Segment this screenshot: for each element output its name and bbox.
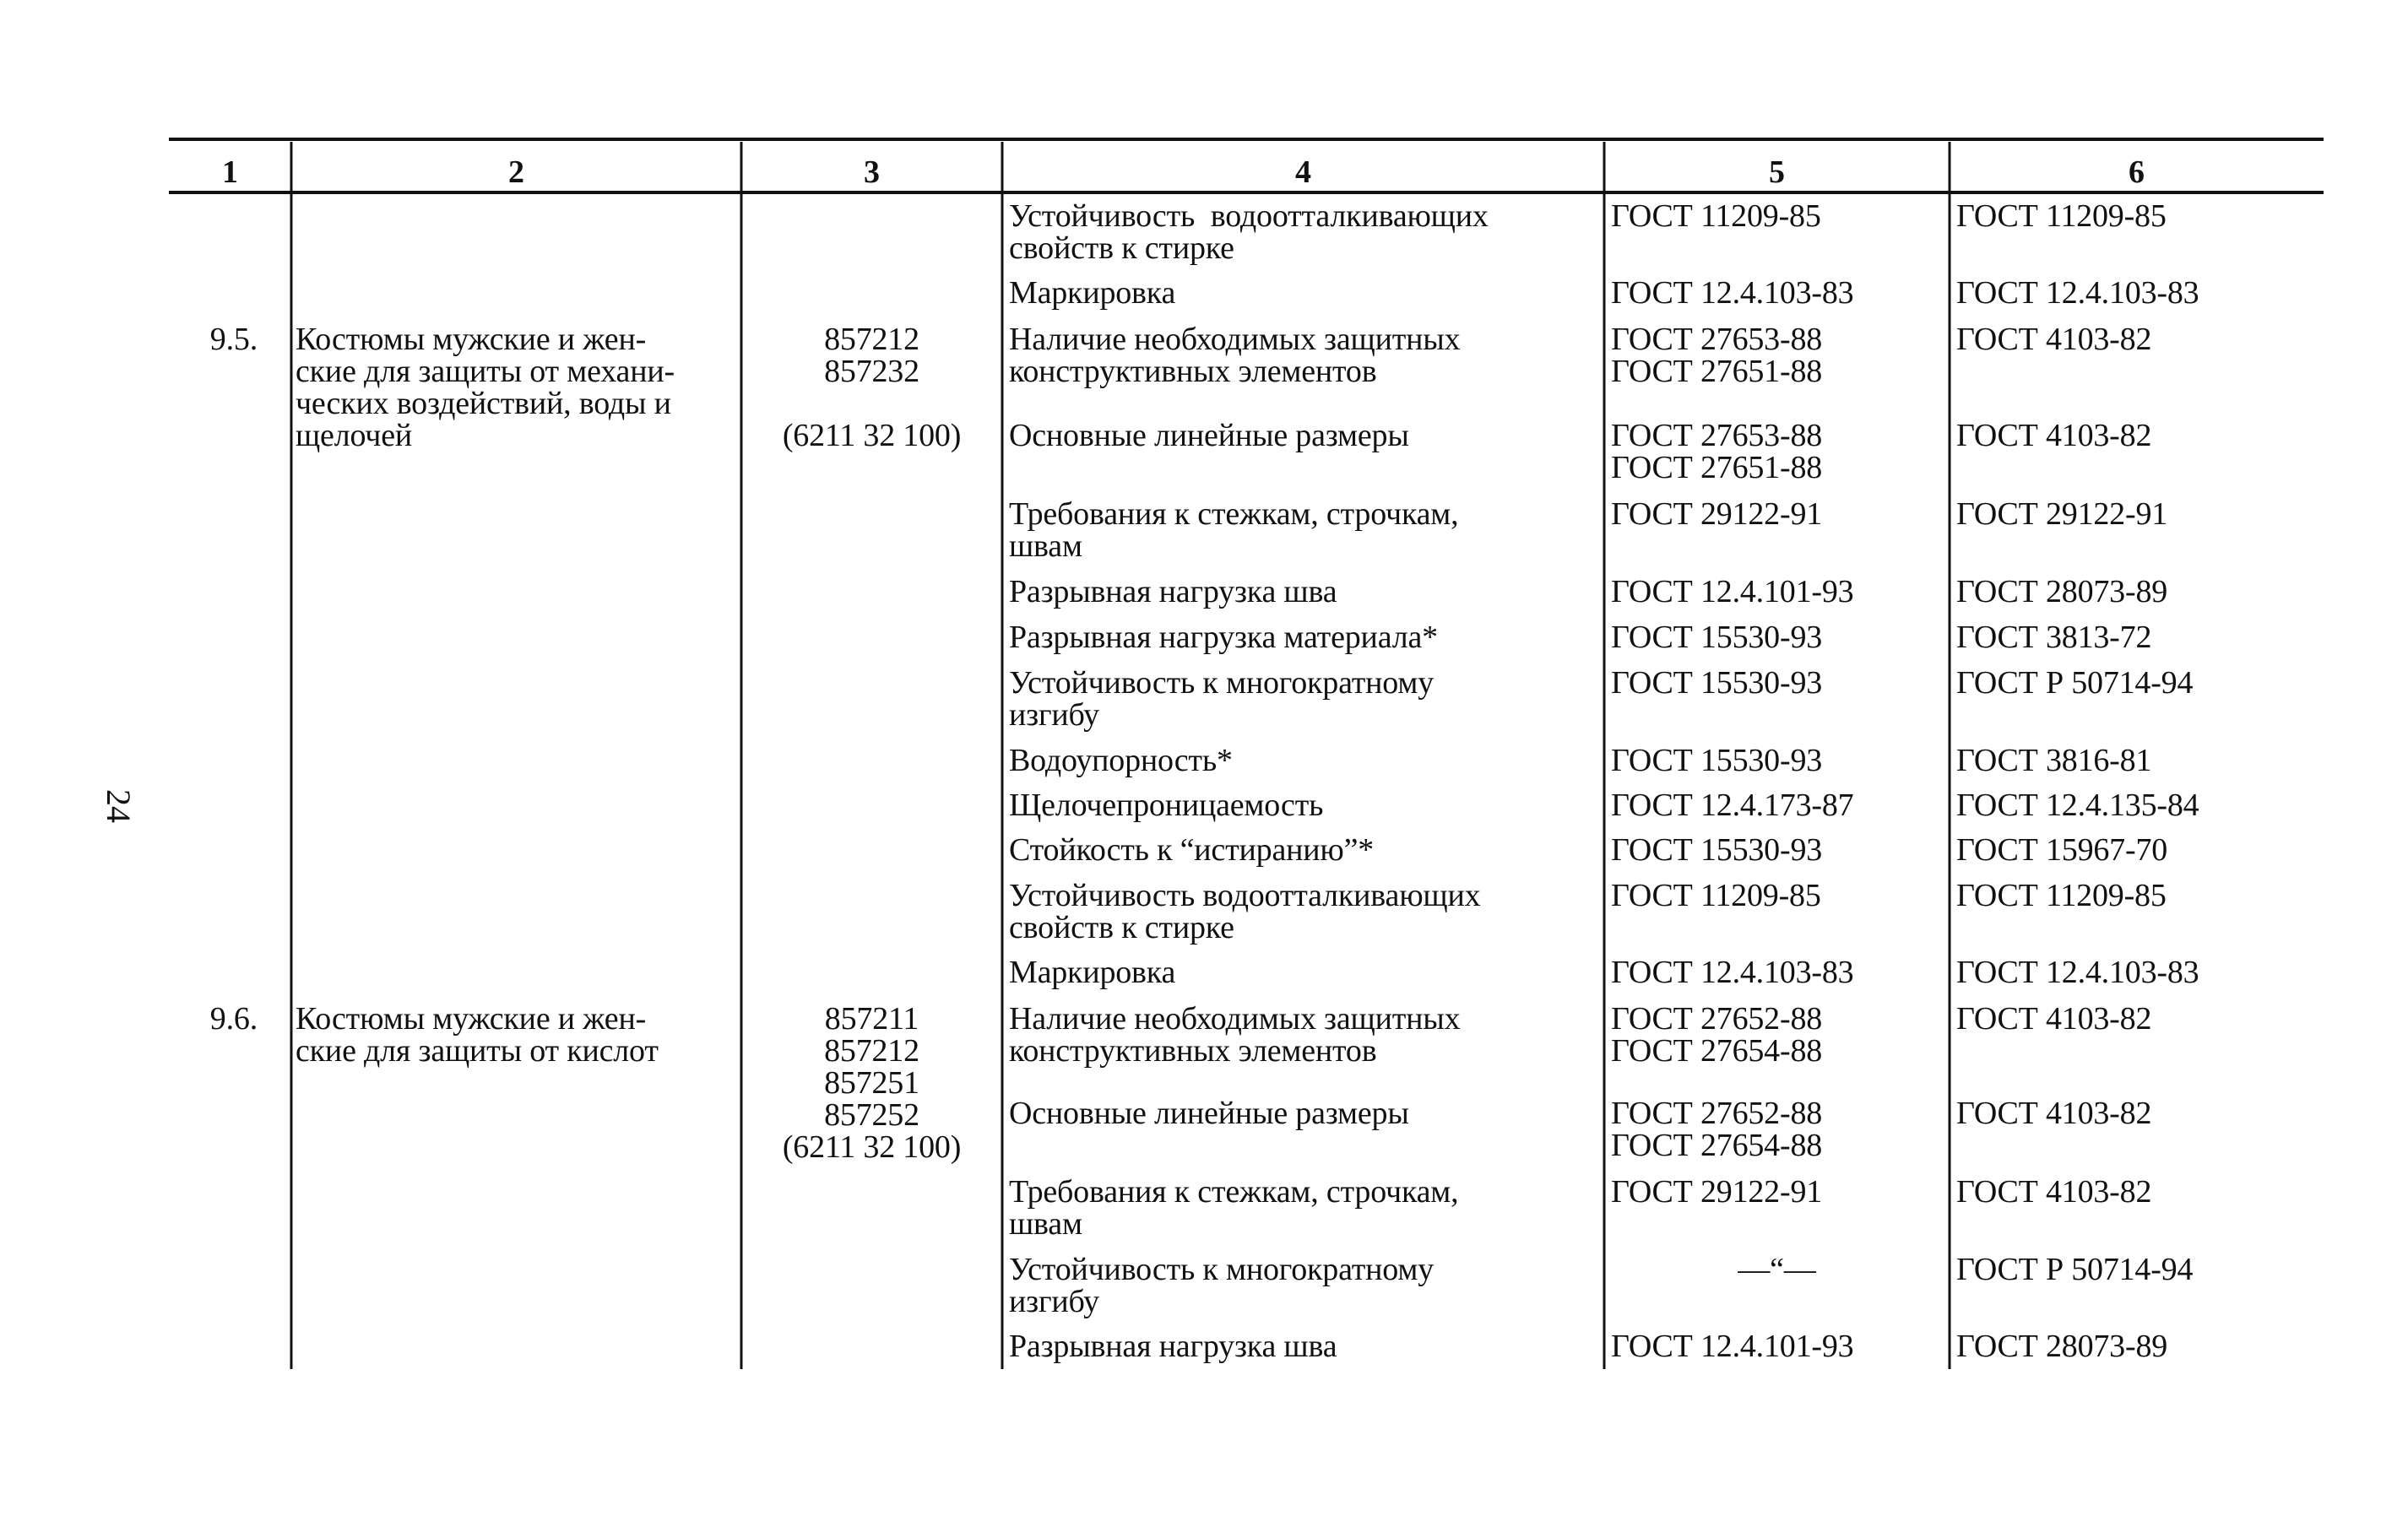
test-method-cell: ГОСТ 12.4.101-93: [1611, 1329, 1854, 1364]
standard-cell: ГОСТ 3813-72: [1956, 620, 2152, 655]
indicator-cell: Щелочепроницаемость: [1009, 788, 1324, 823]
standard-cell: ГОСТ 28073-89: [1956, 1329, 2168, 1364]
page-number: 24: [100, 789, 138, 823]
indicator-cell: Стойкость к “истиранию”*: [1009, 832, 1375, 868]
test-method-cell: ГОСТ 27652-88 ГОСТ 27654-88: [1611, 1001, 1823, 1069]
standard-cell: ГОСТ 4103-82: [1956, 1001, 2152, 1037]
standard-cell: ГОСТ Р 50714-94: [1956, 665, 2194, 701]
test-method-cell: ГОСТ 15530-93: [1611, 832, 1823, 868]
indicator-cell: Требования к стежкам, строчкам, швам: [1009, 1174, 1459, 1242]
standard-cell: ГОСТ 12.4.135-84: [1956, 788, 2199, 823]
test-method-cell: ГОСТ 27653-88 ГОСТ 27651-88: [1611, 322, 1823, 389]
standard-cell: ГОСТ 4103-82: [1956, 1174, 2152, 1210]
test-method-cell: ГОСТ 12.4.173-87: [1611, 788, 1854, 823]
indicator-cell: Разрывная нагрузка шва: [1009, 574, 1337, 609]
indicator-cell: Устойчивость водоотталкивающих свойств к стирке: [1009, 878, 1481, 945]
standard-cell: ГОСТ 4103-82: [1956, 418, 2152, 453]
standard-cell: ГОСТ 4103-82: [1956, 322, 2152, 357]
section-number-9-6: 9.6.: [209, 1001, 258, 1037]
product-code-okp-9-5: (6211 32 100): [782, 418, 962, 453]
test-method-cell: ГОСТ 15530-93: [1611, 665, 1823, 701]
standard-cell: ГОСТ 29122-91: [1956, 496, 2168, 532]
indicator-cell: Маркировка: [1009, 955, 1176, 990]
indicator-cell: Требования к стежкам, строчкам, швам: [1009, 496, 1459, 564]
standard-cell: ГОСТ 4103-82: [1956, 1096, 2152, 1131]
standard-cell: ГОСТ 12.4.103-83: [1956, 275, 2199, 311]
test-method-cell: ГОСТ 11209-85: [1611, 878, 1821, 913]
product-codes-9-6: 857211 857212 857251 857252 (6211 32 100): [782, 1001, 962, 1165]
product-codes-9-5: 857212 857232: [824, 322, 919, 389]
test-method-cell: ГОСТ 12.4.101-93: [1611, 574, 1854, 609]
indicator-cell: Наличие необходимых защитных конструктивных элементов: [1009, 322, 1461, 389]
column-header-3: 3: [864, 154, 880, 190]
test-method-cell: ГОСТ 11209-85: [1611, 198, 1821, 234]
indicator-cell: Разрывная нагрузка шва: [1009, 1329, 1337, 1364]
test-method-cell: ГОСТ 15530-93: [1611, 620, 1823, 655]
indicator-cell: Устойчивость водоотталкивающих свойств к стирке: [1009, 198, 1489, 266]
standard-cell: ГОСТ 11209-85: [1956, 198, 2167, 234]
test-method-cell: ГОСТ 27653-88 ГОСТ 27651-88: [1611, 418, 1823, 485]
indicator-cell: Основные линейные размеры: [1009, 1096, 1409, 1131]
column-header-5: 5: [1769, 154, 1785, 190]
indicator-cell: Наличие необходимых защитных конструктивных элементов: [1009, 1001, 1461, 1069]
product-name-9-6: Костюмы мужские и жен- ские для защиты от кислот: [296, 1001, 659, 1069]
standard-cell: ГОСТ Р 50714-94: [1956, 1252, 2194, 1287]
test-method-cell: ГОСТ 29122-91: [1611, 496, 1823, 532]
column-header-2: 2: [508, 154, 524, 190]
indicator-cell: Маркировка: [1009, 275, 1176, 311]
standard-cell: ГОСТ 28073-89: [1956, 574, 2168, 609]
test-method-cell: ГОСТ 15530-93: [1611, 743, 1823, 778]
section-number-9-5: 9.5.: [209, 322, 258, 357]
indicator-cell: Устойчивость к многократному изгибу: [1009, 665, 1434, 733]
indicator-cell: Разрывная нагрузка материала*: [1009, 620, 1438, 655]
column-header-6: 6: [2129, 154, 2145, 190]
column-header-1: 1: [222, 154, 238, 190]
indicator-cell: Основные линейные размеры: [1009, 418, 1409, 453]
test-method-cell: ГОСТ 27652-88 ГОСТ 27654-88: [1611, 1096, 1823, 1163]
standard-cell: ГОСТ 11209-85: [1956, 878, 2167, 913]
test-method-cell: ГОСТ 29122-91: [1611, 1174, 1823, 1210]
test-method-cell: —“—: [1738, 1252, 1816, 1287]
test-method-cell: ГОСТ 12.4.103-83: [1611, 955, 1854, 990]
test-method-cell: ГОСТ 12.4.103-83: [1611, 275, 1854, 311]
product-name-9-5: Костюмы мужские и жен- ские для защиты от механи- ческих воздействий, воды и щелочей: [296, 322, 675, 453]
standard-cell: ГОСТ 3816-81: [1956, 743, 2152, 778]
indicator-cell: Водоупорность*: [1009, 743, 1233, 778]
column-header-4: 4: [1295, 154, 1311, 190]
standard-cell: ГОСТ 15967-70: [1956, 832, 2168, 868]
standard-cell: ГОСТ 12.4.103-83: [1956, 955, 2199, 990]
indicator-cell: Устойчивость к многократному изгибу: [1009, 1252, 1434, 1319]
